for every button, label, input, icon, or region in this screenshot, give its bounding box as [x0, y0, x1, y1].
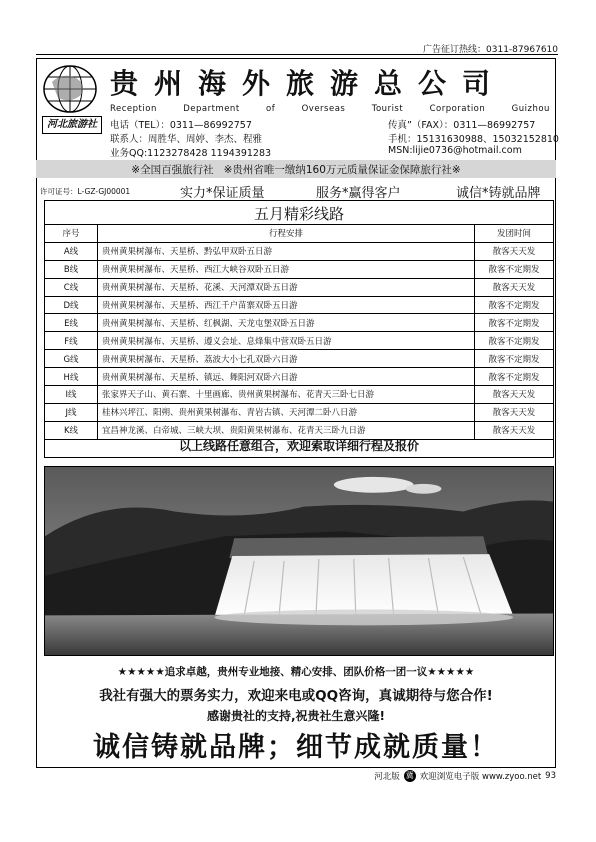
top-divider — [36, 54, 558, 55]
slogan-strength: 实力*保证质量 — [180, 186, 265, 201]
route-code: E线 — [45, 314, 98, 332]
route-itinerary: 贵州黄果树瀑布、天星桥、镇远、舞阳河双卧六日游 — [98, 368, 475, 386]
route-itinerary: 贵州黄果树瀑布、天星桥、花溪、天河潭双卧五日游 — [98, 278, 475, 296]
logo-caption: 河北旅游社 — [42, 116, 102, 134]
footer-edition: 河北版 — [374, 772, 400, 782]
english-word: Department — [183, 104, 240, 114]
table-row — [45, 350, 554, 368]
route-departure: 散客不定期发 — [475, 332, 554, 350]
table-row — [45, 314, 554, 332]
route-itinerary: 贵州黄果树瀑布、天星桥、红枫湖、天龙屯堡双卧五日游 — [98, 314, 475, 332]
route-code: C线 — [45, 278, 98, 296]
page-footer — [374, 770, 556, 782]
ticketing-line: 我社有强大的票务实力，欢迎来电或QQ咨询，真诚期待与您合作! — [99, 688, 493, 704]
route-code: D线 — [45, 296, 98, 314]
license-number: 许可证号：L-GZ-GJ00001 — [40, 187, 131, 196]
route-code: K线 — [45, 421, 98, 439]
waterfall-photo — [44, 466, 554, 656]
table-row — [45, 242, 554, 260]
route-itinerary: 桂林兴坪江、阳朔、贵州黄果树瀑布、青岩古镇、天河潭二卧八日游 — [98, 403, 475, 421]
route-departure: 散客天天发 — [475, 403, 554, 421]
table-row — [45, 403, 554, 421]
route-departure: 散客天天发 — [475, 242, 554, 260]
route-itinerary: 贵州黄果树瀑布、天星桥、荔波大小七孔双卧六日游 — [98, 350, 475, 368]
page-number: 93 — [545, 771, 556, 781]
contact-tel: 电话（TEL）：0311—86992757 — [110, 120, 252, 131]
english-word: Tourist — [371, 104, 404, 114]
route-itinerary: 张家界天子山、黄石寨、十里画廊、贵州黄果树瀑布、花青天三卧七日游 — [98, 386, 475, 404]
route-code: I线 — [45, 386, 98, 404]
route-code: G线 — [45, 350, 98, 368]
route-departure: 散客不定期发 — [475, 350, 554, 368]
contact-msn: MSN:lijie0736@hotmail.com — [388, 145, 522, 156]
footer-text: 欢迎浏览电子版 www.zyoo.net — [419, 772, 542, 782]
table-row — [45, 332, 554, 350]
route-departure: 散客不定期发 — [475, 296, 554, 314]
contact-fax: 传真”（FAX）：0311—86992757 — [388, 120, 536, 131]
slogan-service: 服务*赢得客户 — [316, 186, 401, 201]
header-departure: 发团时间 — [475, 225, 554, 243]
company-name: 贵州海外旅游总公司 — [110, 67, 507, 100]
route-departure: 散客不定期发 — [475, 260, 554, 278]
route-code: H线 — [45, 368, 98, 386]
thanks-line: 感谢贵社的支持,祝贵社生意兴隆! — [206, 709, 386, 723]
english-word: Corporation — [429, 104, 486, 114]
english-word: of — [266, 104, 276, 114]
contact-people: 联系人：周胜华、周婷、李杰、程雅 — [110, 134, 263, 145]
table-row — [45, 386, 554, 404]
contact-qq: 业务QQ:1123278428 1194391283 — [110, 148, 272, 159]
banner-right: ※贵州省唯一缴纳160万元质量保证金保障旅行社※ — [223, 163, 461, 176]
contact-mobile: 手机：15131630988、15032152810 — [388, 134, 559, 145]
route-code: F线 — [45, 332, 98, 350]
table-header-row — [45, 225, 554, 243]
company-english-name — [110, 104, 550, 114]
route-departure: 散客天天发 — [475, 421, 554, 439]
ji-badge-icon: 冀 — [405, 771, 414, 780]
route-departure: 散客天天发 — [475, 386, 554, 404]
route-itinerary: 贵州黄果树瀑布、天星桥、西江大峡谷双卧五日游 — [98, 260, 475, 278]
route-code: B线 — [45, 260, 98, 278]
honor-banner — [36, 160, 556, 178]
table-row — [45, 368, 554, 386]
header-code: 序号 — [45, 225, 98, 243]
table-row — [45, 296, 554, 314]
globe-icon — [42, 64, 98, 114]
routes-note: 以上线路任意组合，欢迎索取详细行程及报价 — [178, 439, 419, 453]
english-word: Overseas — [301, 104, 346, 114]
route-itinerary: 贵州黄果树瀑布、天星桥、西江千户苗寨双卧五日游 — [98, 296, 475, 314]
slogan-integrity: 诚信*铸就品牌 — [456, 186, 541, 201]
route-itinerary: 贵州黄果树瀑布、天星桥、遵义会址、息烽集中营双卧五日游 — [98, 332, 475, 350]
header-itinerary: 行程安排 — [98, 225, 475, 243]
routes-title: 五月精彩线路 — [253, 205, 344, 223]
ad-hotline: 广告征订热线：0311-87967610 — [423, 45, 558, 55]
big-slogan: 诚信铸就品牌；细节成就质量！ — [93, 732, 499, 763]
table-row — [45, 260, 554, 278]
routes-table — [44, 224, 554, 440]
route-itinerary: 贵州黄果树瀑布、天星桥、黔弘甲双卧五日游 — [98, 242, 475, 260]
table-row — [45, 278, 554, 296]
route-departure: 散客不定期发 — [475, 314, 554, 332]
english-word: Guizhou — [511, 104, 550, 114]
route-itinerary: 宜昌神龙溪、白帝城、三峡大坝、贵阳黄果树瀑布、花青天三卧九日游 — [98, 421, 475, 439]
banner-left: ※全国百强旅行社 — [131, 163, 214, 176]
route-code: A线 — [45, 242, 98, 260]
english-word: Reception — [110, 104, 157, 114]
route-departure: 散客天天发 — [475, 278, 554, 296]
motto-line: ★★★★★追求卓越，贵州专业地接、精心安排、团队价格一团一议★★★★★ — [117, 666, 475, 678]
route-code: J线 — [45, 403, 98, 421]
route-departure: 散客不定期发 — [475, 368, 554, 386]
